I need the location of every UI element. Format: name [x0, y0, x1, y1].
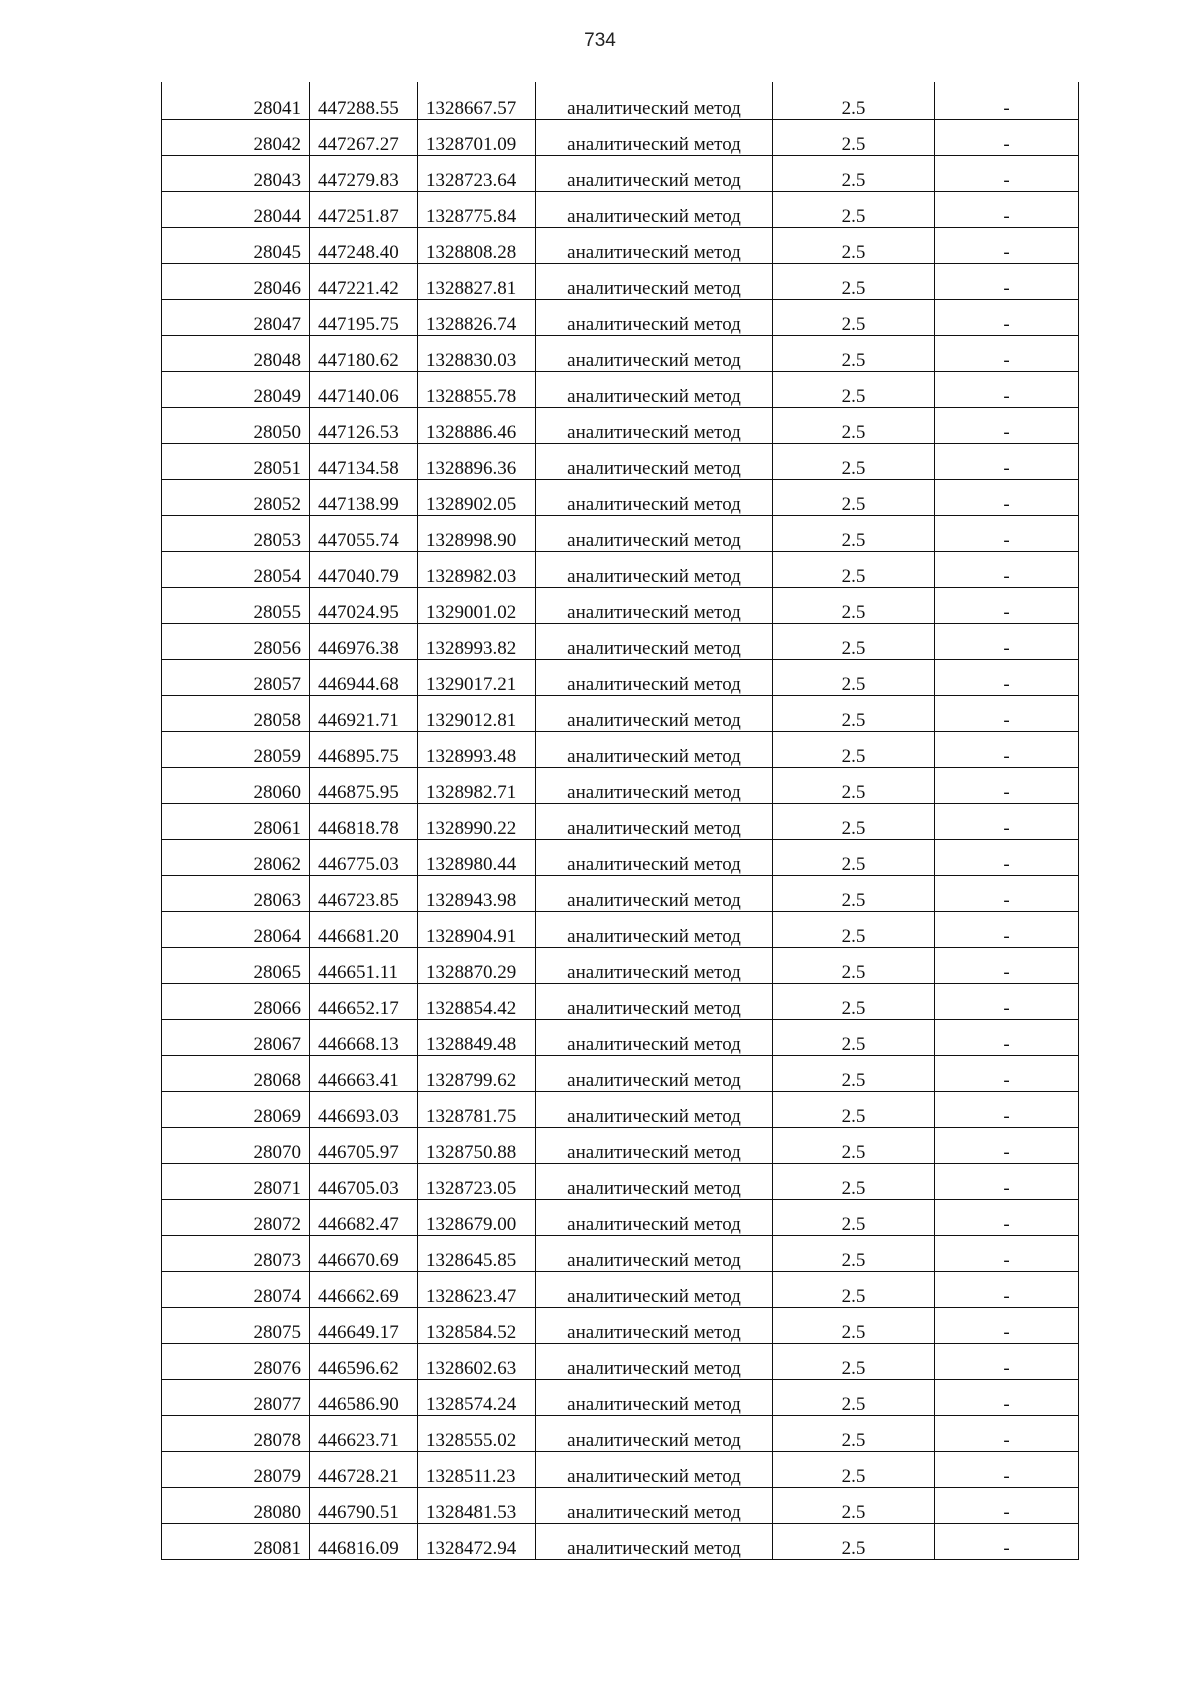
method-cell: аналитический метод: [536, 695, 773, 731]
x-coordinate-cell: 446586.90: [310, 1379, 418, 1415]
point-number-cell: 28075: [162, 1307, 310, 1343]
point-number-cell: 28065: [162, 947, 310, 983]
table-row: [162, 1379, 1079, 1415]
point-number-cell: 28058: [162, 695, 310, 731]
table-row: [162, 551, 1079, 587]
description-cell: -: [935, 155, 1079, 191]
accuracy-cell: 2.5: [773, 803, 935, 839]
description-cell: -: [935, 515, 1079, 551]
table-row: [162, 1199, 1079, 1235]
x-coordinate-cell: 447251.87: [310, 191, 418, 227]
point-number-cell: 28050: [162, 407, 310, 443]
method-cell: аналитический метод: [536, 479, 773, 515]
y-coordinate-cell: 1328855.78: [418, 371, 536, 407]
table-row: [162, 1271, 1079, 1307]
description-cell: -: [935, 371, 1079, 407]
description-cell: -: [935, 695, 1079, 731]
method-cell: аналитический метод: [536, 299, 773, 335]
point-number-cell: 28071: [162, 1163, 310, 1199]
method-cell: аналитический метод: [536, 911, 773, 947]
table-row: [162, 119, 1079, 155]
accuracy-cell: 2.5: [773, 1127, 935, 1163]
x-coordinate-cell: 447180.62: [310, 335, 418, 371]
accuracy-cell: 2.5: [773, 911, 935, 947]
method-cell: аналитический метод: [536, 587, 773, 623]
accuracy-cell: 2.5: [773, 119, 935, 155]
x-coordinate-cell: 446775.03: [310, 839, 418, 875]
point-number-cell: 28043: [162, 155, 310, 191]
point-number-cell: 28067: [162, 1019, 310, 1055]
x-coordinate-cell: 446623.71: [310, 1415, 418, 1451]
description-cell: -: [935, 227, 1079, 263]
table-row: [162, 947, 1079, 983]
y-coordinate-cell: 1328799.62: [418, 1055, 536, 1091]
method-cell: аналитический метод: [536, 1307, 773, 1343]
y-coordinate-cell: 1328902.05: [418, 479, 536, 515]
table-row: [162, 1451, 1079, 1487]
table-row: [162, 839, 1079, 875]
description-cell: -: [935, 82, 1079, 119]
point-number-cell: 28069: [162, 1091, 310, 1127]
accuracy-cell: 2.5: [773, 82, 935, 119]
method-cell: аналитический метод: [536, 1523, 773, 1559]
table-row: [162, 407, 1079, 443]
table-row: [162, 1415, 1079, 1451]
description-cell: -: [935, 1055, 1079, 1091]
y-coordinate-cell: 1328830.03: [418, 335, 536, 371]
point-number-cell: 28074: [162, 1271, 310, 1307]
description-cell: -: [935, 1451, 1079, 1487]
point-number-cell: 28077: [162, 1379, 310, 1415]
description-cell: -: [935, 983, 1079, 1019]
coordinates-table-container: [161, 82, 1078, 1560]
description-cell: -: [935, 659, 1079, 695]
x-coordinate-cell: 446818.78: [310, 803, 418, 839]
point-number-cell: 28049: [162, 371, 310, 407]
y-coordinate-cell: 1328481.53: [418, 1487, 536, 1523]
y-coordinate-cell: 1328896.36: [418, 443, 536, 479]
accuracy-cell: 2.5: [773, 983, 935, 1019]
table-row: [162, 227, 1079, 263]
table-body: [162, 82, 1079, 1559]
y-coordinate-cell: 1328775.84: [418, 191, 536, 227]
y-coordinate-cell: 1328555.02: [418, 1415, 536, 1451]
method-cell: аналитический метод: [536, 551, 773, 587]
accuracy-cell: 2.5: [773, 1271, 935, 1307]
method-cell: аналитический метод: [536, 407, 773, 443]
point-number-cell: 28060: [162, 767, 310, 803]
table-row: [162, 767, 1079, 803]
method-cell: аналитический метод: [536, 82, 773, 119]
point-number-cell: 28064: [162, 911, 310, 947]
description-cell: -: [935, 1307, 1079, 1343]
point-number-cell: 28059: [162, 731, 310, 767]
description-cell: -: [935, 1523, 1079, 1559]
table-row: [162, 299, 1079, 335]
y-coordinate-cell: 1328602.63: [418, 1343, 536, 1379]
x-coordinate-cell: 447126.53: [310, 407, 418, 443]
description-cell: -: [935, 407, 1079, 443]
description-cell: -: [935, 731, 1079, 767]
y-coordinate-cell: 1328584.52: [418, 1307, 536, 1343]
accuracy-cell: 2.5: [773, 875, 935, 911]
point-number-cell: 28042: [162, 119, 310, 155]
description-cell: -: [935, 1379, 1079, 1415]
y-coordinate-cell: 1328645.85: [418, 1235, 536, 1271]
point-number-cell: 28052: [162, 479, 310, 515]
description-cell: -: [935, 335, 1079, 371]
point-number-cell: 28055: [162, 587, 310, 623]
method-cell: аналитический метод: [536, 1343, 773, 1379]
method-cell: аналитический метод: [536, 335, 773, 371]
point-number-cell: 28041: [162, 82, 310, 119]
x-coordinate-cell: 447267.27: [310, 119, 418, 155]
description-cell: -: [935, 1487, 1079, 1523]
accuracy-cell: 2.5: [773, 839, 935, 875]
accuracy-cell: 2.5: [773, 1163, 935, 1199]
accuracy-cell: 2.5: [773, 227, 935, 263]
method-cell: аналитический метод: [536, 1091, 773, 1127]
description-cell: -: [935, 119, 1079, 155]
x-coordinate-cell: 446662.69: [310, 1271, 418, 1307]
table-row: [162, 155, 1079, 191]
table-row: [162, 1307, 1079, 1343]
description-cell: -: [935, 911, 1079, 947]
x-coordinate-cell: 446663.41: [310, 1055, 418, 1091]
y-coordinate-cell: 1328998.90: [418, 515, 536, 551]
y-coordinate-cell: 1328723.05: [418, 1163, 536, 1199]
x-coordinate-cell: 446596.62: [310, 1343, 418, 1379]
method-cell: аналитический метод: [536, 731, 773, 767]
point-number-cell: 28047: [162, 299, 310, 335]
y-coordinate-cell: 1328886.46: [418, 407, 536, 443]
y-coordinate-cell: 1329001.02: [418, 587, 536, 623]
accuracy-cell: 2.5: [773, 1091, 935, 1127]
accuracy-cell: 2.5: [773, 1307, 935, 1343]
x-coordinate-cell: 447134.58: [310, 443, 418, 479]
x-coordinate-cell: 447279.83: [310, 155, 418, 191]
description-cell: -: [935, 1163, 1079, 1199]
table-row: [162, 803, 1079, 839]
method-cell: аналитический метод: [536, 1451, 773, 1487]
accuracy-cell: 2.5: [773, 443, 935, 479]
table-row: [162, 1163, 1079, 1199]
accuracy-cell: 2.5: [773, 515, 935, 551]
coordinates-table: [161, 82, 1079, 1560]
point-number-cell: 28079: [162, 1451, 310, 1487]
accuracy-cell: 2.5: [773, 1415, 935, 1451]
accuracy-cell: 2.5: [773, 407, 935, 443]
accuracy-cell: 2.5: [773, 1019, 935, 1055]
method-cell: аналитический метод: [536, 839, 773, 875]
point-number-cell: 28080: [162, 1487, 310, 1523]
description-cell: -: [935, 803, 1079, 839]
point-number-cell: 28063: [162, 875, 310, 911]
accuracy-cell: 2.5: [773, 263, 935, 299]
table-row: [162, 911, 1079, 947]
x-coordinate-cell: 447024.95: [310, 587, 418, 623]
method-cell: аналитический метод: [536, 1487, 773, 1523]
table-row: [162, 515, 1079, 551]
description-cell: -: [935, 839, 1079, 875]
table-row: [162, 983, 1079, 1019]
method-cell: аналитический метод: [536, 1199, 773, 1235]
table-row: [162, 659, 1079, 695]
x-coordinate-cell: 446705.97: [310, 1127, 418, 1163]
description-cell: -: [935, 551, 1079, 587]
y-coordinate-cell: 1328667.57: [418, 82, 536, 119]
point-number-cell: 28068: [162, 1055, 310, 1091]
table-row: [162, 1343, 1079, 1379]
table-row: [162, 82, 1079, 119]
point-number-cell: 28070: [162, 1127, 310, 1163]
y-coordinate-cell: 1328870.29: [418, 947, 536, 983]
y-coordinate-cell: 1328849.48: [418, 1019, 536, 1055]
description-cell: -: [935, 875, 1079, 911]
accuracy-cell: 2.5: [773, 1055, 935, 1091]
table-row: [162, 191, 1079, 227]
accuracy-cell: 2.5: [773, 479, 935, 515]
point-number-cell: 28045: [162, 227, 310, 263]
table-row: [162, 1523, 1079, 1559]
table-row: [162, 479, 1079, 515]
y-coordinate-cell: 1328982.71: [418, 767, 536, 803]
y-coordinate-cell: 1328980.44: [418, 839, 536, 875]
x-coordinate-cell: 446649.17: [310, 1307, 418, 1343]
point-number-cell: 28062: [162, 839, 310, 875]
x-coordinate-cell: 446705.03: [310, 1163, 418, 1199]
point-number-cell: 28044: [162, 191, 310, 227]
point-number-cell: 28051: [162, 443, 310, 479]
x-coordinate-cell: 447195.75: [310, 299, 418, 335]
description-cell: -: [935, 1199, 1079, 1235]
accuracy-cell: 2.5: [773, 659, 935, 695]
method-cell: аналитический метод: [536, 443, 773, 479]
description-cell: -: [935, 1091, 1079, 1127]
x-coordinate-cell: 447140.06: [310, 371, 418, 407]
table-row: [162, 1019, 1079, 1055]
y-coordinate-cell: 1328826.74: [418, 299, 536, 335]
x-coordinate-cell: 446895.75: [310, 731, 418, 767]
description-cell: -: [935, 1127, 1079, 1163]
accuracy-cell: 2.5: [773, 731, 935, 767]
y-coordinate-cell: 1328750.88: [418, 1127, 536, 1163]
accuracy-cell: 2.5: [773, 335, 935, 371]
point-number-cell: 28053: [162, 515, 310, 551]
accuracy-cell: 2.5: [773, 947, 935, 983]
y-coordinate-cell: 1328623.47: [418, 1271, 536, 1307]
table-row: [162, 1235, 1079, 1271]
x-coordinate-cell: 447288.55: [310, 82, 418, 119]
method-cell: аналитический метод: [536, 803, 773, 839]
method-cell: аналитический метод: [536, 371, 773, 407]
x-coordinate-cell: 446693.03: [310, 1091, 418, 1127]
y-coordinate-cell: 1328781.75: [418, 1091, 536, 1127]
x-coordinate-cell: 446670.69: [310, 1235, 418, 1271]
point-number-cell: 28081: [162, 1523, 310, 1559]
y-coordinate-cell: 1329017.21: [418, 659, 536, 695]
x-coordinate-cell: 446723.85: [310, 875, 418, 911]
table-row: [162, 875, 1079, 911]
accuracy-cell: 2.5: [773, 191, 935, 227]
description-cell: -: [935, 1343, 1079, 1379]
x-coordinate-cell: 447055.74: [310, 515, 418, 551]
accuracy-cell: 2.5: [773, 299, 935, 335]
method-cell: аналитический метод: [536, 1055, 773, 1091]
description-cell: -: [935, 623, 1079, 659]
accuracy-cell: 2.5: [773, 695, 935, 731]
table-row: [162, 623, 1079, 659]
y-coordinate-cell: 1328472.94: [418, 1523, 536, 1559]
table-row: [162, 1127, 1079, 1163]
y-coordinate-cell: 1328904.91: [418, 911, 536, 947]
point-number-cell: 28078: [162, 1415, 310, 1451]
accuracy-cell: 2.5: [773, 371, 935, 407]
description-cell: -: [935, 443, 1079, 479]
y-coordinate-cell: 1328701.09: [418, 119, 536, 155]
description-cell: -: [935, 1415, 1079, 1451]
point-number-cell: 28066: [162, 983, 310, 1019]
table-row: [162, 443, 1079, 479]
table-row: [162, 731, 1079, 767]
y-coordinate-cell: 1328993.82: [418, 623, 536, 659]
x-coordinate-cell: 446651.11: [310, 947, 418, 983]
accuracy-cell: 2.5: [773, 587, 935, 623]
x-coordinate-cell: 447221.42: [310, 263, 418, 299]
description-cell: -: [935, 587, 1079, 623]
method-cell: аналитический метод: [536, 1271, 773, 1307]
method-cell: аналитический метод: [536, 659, 773, 695]
method-cell: аналитический метод: [536, 623, 773, 659]
method-cell: аналитический метод: [536, 155, 773, 191]
point-number-cell: 28046: [162, 263, 310, 299]
method-cell: аналитический метод: [536, 1019, 773, 1055]
x-coordinate-cell: 447248.40: [310, 227, 418, 263]
method-cell: аналитический метод: [536, 983, 773, 1019]
method-cell: аналитический метод: [536, 1415, 773, 1451]
x-coordinate-cell: 447040.79: [310, 551, 418, 587]
method-cell: аналитический метод: [536, 875, 773, 911]
y-coordinate-cell: 1328982.03: [418, 551, 536, 587]
table-row: [162, 1055, 1079, 1091]
table-row: [162, 335, 1079, 371]
method-cell: аналитический метод: [536, 1235, 773, 1271]
y-coordinate-cell: 1328990.22: [418, 803, 536, 839]
point-number-cell: 28057: [162, 659, 310, 695]
point-number-cell: 28072: [162, 1199, 310, 1235]
table-row: [162, 695, 1079, 731]
table-row: [162, 371, 1079, 407]
description-cell: -: [935, 1271, 1079, 1307]
point-number-cell: 28048: [162, 335, 310, 371]
accuracy-cell: 2.5: [773, 551, 935, 587]
description-cell: -: [935, 191, 1079, 227]
x-coordinate-cell: 446652.17: [310, 983, 418, 1019]
y-coordinate-cell: 1328723.64: [418, 155, 536, 191]
point-number-cell: 28076: [162, 1343, 310, 1379]
method-cell: аналитический метод: [536, 191, 773, 227]
x-coordinate-cell: 446728.21: [310, 1451, 418, 1487]
page-number: 734: [584, 30, 616, 51]
point-number-cell: 28054: [162, 551, 310, 587]
accuracy-cell: 2.5: [773, 1199, 935, 1235]
x-coordinate-cell: 446816.09: [310, 1523, 418, 1559]
y-coordinate-cell: 1328679.00: [418, 1199, 536, 1235]
method-cell: аналитический метод: [536, 263, 773, 299]
x-coordinate-cell: 446668.13: [310, 1019, 418, 1055]
accuracy-cell: 2.5: [773, 1379, 935, 1415]
y-coordinate-cell: 1328854.42: [418, 983, 536, 1019]
method-cell: аналитический метод: [536, 1379, 773, 1415]
point-number-cell: 28061: [162, 803, 310, 839]
accuracy-cell: 2.5: [773, 1487, 935, 1523]
accuracy-cell: 2.5: [773, 767, 935, 803]
x-coordinate-cell: 447138.99: [310, 479, 418, 515]
table-row: [162, 1487, 1079, 1523]
x-coordinate-cell: 446875.95: [310, 767, 418, 803]
y-coordinate-cell: 1328993.48: [418, 731, 536, 767]
method-cell: аналитический метод: [536, 947, 773, 983]
x-coordinate-cell: 446944.68: [310, 659, 418, 695]
y-coordinate-cell: 1328943.98: [418, 875, 536, 911]
description-cell: -: [935, 299, 1079, 335]
accuracy-cell: 2.5: [773, 1523, 935, 1559]
accuracy-cell: 2.5: [773, 1235, 935, 1271]
table-row: [162, 587, 1079, 623]
method-cell: аналитический метод: [536, 119, 773, 155]
x-coordinate-cell: 446682.47: [310, 1199, 418, 1235]
accuracy-cell: 2.5: [773, 1451, 935, 1487]
table-row: [162, 263, 1079, 299]
method-cell: аналитический метод: [536, 227, 773, 263]
table-row: [162, 1091, 1079, 1127]
y-coordinate-cell: 1328574.24: [418, 1379, 536, 1415]
accuracy-cell: 2.5: [773, 623, 935, 659]
y-coordinate-cell: 1328511.23: [418, 1451, 536, 1487]
accuracy-cell: 2.5: [773, 155, 935, 191]
description-cell: -: [935, 479, 1079, 515]
method-cell: аналитический метод: [536, 1163, 773, 1199]
accuracy-cell: 2.5: [773, 1343, 935, 1379]
x-coordinate-cell: 446976.38: [310, 623, 418, 659]
point-number-cell: 28073: [162, 1235, 310, 1271]
point-number-cell: 28056: [162, 623, 310, 659]
method-cell: аналитический метод: [536, 1127, 773, 1163]
description-cell: -: [935, 1019, 1079, 1055]
description-cell: -: [935, 767, 1079, 803]
method-cell: аналитический метод: [536, 515, 773, 551]
x-coordinate-cell: 446681.20: [310, 911, 418, 947]
y-coordinate-cell: 1329012.81: [418, 695, 536, 731]
x-coordinate-cell: 446790.51: [310, 1487, 418, 1523]
y-coordinate-cell: 1328808.28: [418, 227, 536, 263]
method-cell: аналитический метод: [536, 767, 773, 803]
description-cell: -: [935, 947, 1079, 983]
x-coordinate-cell: 446921.71: [310, 695, 418, 731]
y-coordinate-cell: 1328827.81: [418, 263, 536, 299]
description-cell: -: [935, 263, 1079, 299]
description-cell: -: [935, 1235, 1079, 1271]
